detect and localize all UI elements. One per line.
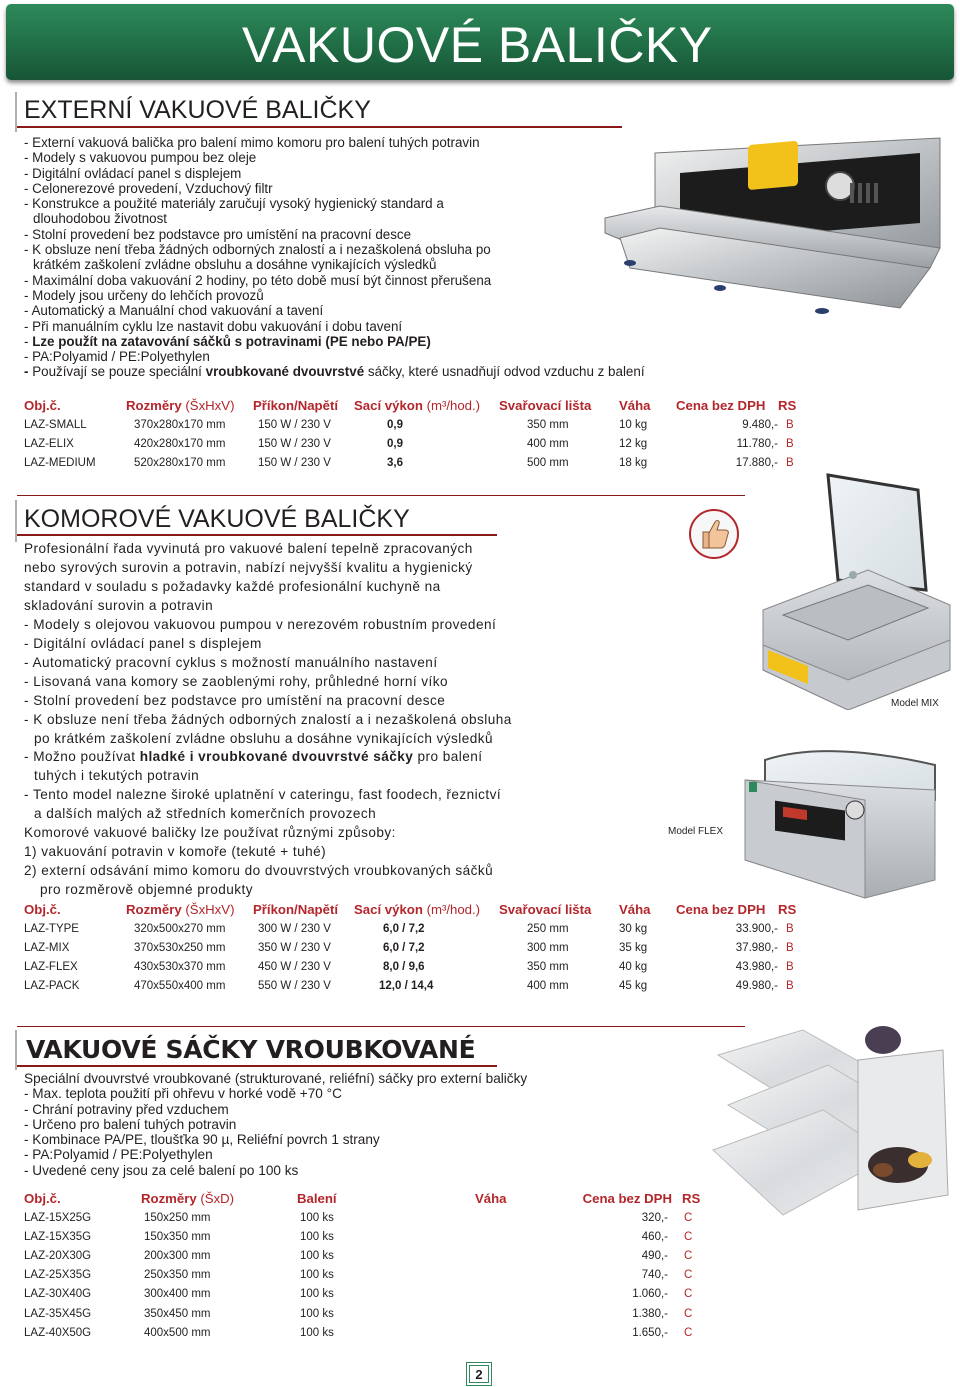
bags-spec-table xyxy=(24,1188,701,1342)
cell-suction: 8,0 / 9,6 xyxy=(383,960,425,973)
cell-pack: 100 ks xyxy=(300,1326,334,1339)
external-section-title: EXTERNÍ VAKUOVÉ BALIČKY xyxy=(24,96,371,124)
cell-bar: 400 mm xyxy=(527,980,569,993)
section-divider xyxy=(15,1030,17,1070)
col-header-dims: Rozměry (ŠxHxV) xyxy=(126,397,235,413)
list-item: - PA:Polyamid / PE:Polyethylen xyxy=(24,1147,213,1163)
cell-price: 9.480,- xyxy=(742,418,778,431)
list-item: - Lisovaná vana komory se zaoblenými rohy, průhledné horní víko xyxy=(24,673,449,689)
cell-price: 11.780,- xyxy=(736,437,778,450)
cell-dims: 400x500 mm xyxy=(144,1326,211,1339)
cell-price: 1.650,- xyxy=(632,1326,668,1339)
cell-price: 43.980,- xyxy=(735,960,778,973)
cell-rs: C xyxy=(684,1211,693,1224)
cell-rs: B xyxy=(786,437,794,450)
table-row xyxy=(24,1266,694,1285)
table-row xyxy=(24,1285,694,1304)
list-item: - Externí vakuová balička pro balení mimo komoru pro balení tuhých potravin xyxy=(24,135,480,150)
cell-weight xyxy=(475,1285,555,1304)
cell-code: LAZ-MEDIUM xyxy=(24,456,96,469)
cell-weight: 10 kg xyxy=(619,418,648,431)
thumbs-up-icon xyxy=(688,508,740,560)
cell-code: LAZ-35X45G xyxy=(24,1307,92,1320)
cell-pack: 100 ks xyxy=(300,1211,334,1224)
list-item: tuhých i tekutých potravin xyxy=(34,768,200,784)
cell-dims: 300x400 mm xyxy=(144,1288,211,1301)
cell-code: LAZ-40X50G xyxy=(24,1326,92,1339)
list-item: - Modely jsou určeny do lehčích provozů xyxy=(24,287,264,303)
cell-pack: 100 ks xyxy=(300,1307,334,1320)
table-row xyxy=(24,1304,694,1323)
list-item: - Používají se pouze speciální vroubkované dvouvrstvé sáčky, které usnadňují odvod vzduchu z balení xyxy=(24,364,645,380)
cell-dims: 470x550x400 mm xyxy=(134,980,226,993)
list-item: skladování surovin a potravin xyxy=(24,597,214,613)
cell-code: LAZ-ELIX xyxy=(24,437,74,450)
table-header-row xyxy=(24,899,804,919)
list-item: 2) externí odsávání mimo komoru do dvouvrstvých vroubkovaných sáčků xyxy=(24,863,494,879)
cell-price: 460,- xyxy=(641,1230,668,1243)
col-header-suction: Sací výkon (m³/hod.) xyxy=(354,397,481,413)
col-header-price: Cena bez DPH xyxy=(676,397,766,413)
list-item: a dalších malých až středních komerčních provozech xyxy=(34,806,377,822)
cell-rs: C xyxy=(684,1288,693,1301)
cell-rs: C xyxy=(684,1230,693,1243)
list-item: - Uvedené ceny jsou za celé balení po 100 ks xyxy=(24,1162,299,1178)
cell-power: 450 W / 230 V xyxy=(258,960,331,973)
list-item: - Kombinace PA/PE, tloušťka 90 µ, Reliéfní povrch 1 strany xyxy=(24,1132,380,1148)
chamber-mix-image xyxy=(758,470,954,710)
cell-dims: 430x530x370 mm xyxy=(134,960,226,973)
list-item: standard v souladu s požadavky každé profesionální kuchyně na xyxy=(24,578,441,594)
list-item: nebo syrových surovin a potravin, nabízí nejvyšší kvalitu a hygienický xyxy=(24,559,473,575)
cell-rs: B xyxy=(786,418,794,431)
cell-weight xyxy=(475,1208,555,1227)
cell-dims: 370x280x170 mm xyxy=(134,418,226,431)
cell-code: LAZ-MIX xyxy=(24,941,70,954)
banner-title: VAKUOVÉ BALIČKY xyxy=(242,17,713,73)
table-row xyxy=(24,1323,694,1342)
cell-suction: 0,9 xyxy=(387,418,403,431)
cell-bar: 500 mm xyxy=(527,456,569,469)
cell-code: LAZ-SMALL xyxy=(24,418,87,431)
cell-bar: 250 mm xyxy=(527,922,569,935)
list-item: - K obsluze není třeba žádných odborných znalostí a i nezaškolená obsluha po xyxy=(24,242,491,258)
cell-dims: 200x300 mm xyxy=(144,1249,211,1262)
cell-weight xyxy=(475,1266,555,1285)
cell-code: LAZ-30X40G xyxy=(24,1288,92,1301)
external-vacuum-sealer-image xyxy=(600,128,950,318)
col-header-dims: Rozměry (ŠxHxV) xyxy=(126,901,235,917)
cell-pack: 100 ks xyxy=(300,1249,334,1262)
cell-rs: B xyxy=(786,960,794,973)
list-item: - Automatický pracovní cyklus s možností manuálního nastavení xyxy=(24,654,438,670)
col-header-code: Obj.č. xyxy=(24,1190,61,1206)
col-header-power: Příkon/Napětí xyxy=(253,397,339,413)
cell-price: 37.980,- xyxy=(735,941,778,954)
list-item: - PA:Polyamid / PE:Polyethylen xyxy=(24,349,210,365)
cell-weight xyxy=(475,1304,555,1323)
chamber-flex-image xyxy=(735,740,945,900)
cell-price: 740,- xyxy=(641,1269,668,1282)
col-header-price: Cena bez DPH xyxy=(582,1190,672,1206)
list-item: - Možno používat hladké i vroubkované dvouvrstvé sáčky pro balení xyxy=(24,749,483,765)
chamber-feature-list xyxy=(24,540,512,900)
list-item: dlouhodobou životnost xyxy=(33,211,168,227)
cell-power: 300 W / 230 V xyxy=(258,922,331,935)
col-header-pack: Balení xyxy=(297,1190,337,1206)
cell-bar: 400 mm xyxy=(527,437,569,450)
cell-power: 150 W / 230 V xyxy=(258,418,331,431)
cell-code: LAZ-TYPE xyxy=(24,922,79,935)
col-header-code: Obj.č. xyxy=(24,397,61,413)
section-rule xyxy=(17,495,745,496)
cell-power: 350 W / 230 V xyxy=(258,941,331,954)
table-row xyxy=(24,453,804,472)
cell-dims: 250x350 mm xyxy=(144,1269,211,1282)
cell-dims: 320x500x270 mm xyxy=(134,922,226,935)
list-item: - Modely s olejovou vakuovou pumpou v nerezovém robustním provedení xyxy=(24,616,497,632)
cell-dims: 520x280x170 mm xyxy=(134,456,226,469)
col-header-power: Příkon/Napětí xyxy=(253,901,339,917)
table-row xyxy=(24,938,804,957)
list-item: Komorové vakuové baličky lze používat různými způsoby: xyxy=(24,825,396,841)
cell-rs: C xyxy=(684,1249,693,1262)
cell-weight: 12 kg xyxy=(619,437,648,450)
list-item: - Modely s vakuovou pumpou bez oleje xyxy=(24,150,257,166)
cell-weight xyxy=(475,1227,555,1246)
list-item: po krátkém zaškolení zvládne obsluhu a dosáhne vynikajících výsledků xyxy=(34,730,494,746)
list-item: - Při manuálním cyklu lze nastavit dobu vakuování i dobu tavení xyxy=(24,318,403,334)
col-header-dims: Rozměry (ŠxD) xyxy=(141,1190,235,1206)
list-item: Speciální dvouvrstvé vroubkované (strukturované, reliéfní) sáčky pro externí baličky xyxy=(24,1071,528,1086)
list-item: - Určeno pro balení tuhých potravin xyxy=(24,1116,237,1132)
list-item: - Celonerezové provedení, Vzduchový filtr xyxy=(24,180,273,196)
cell-rs: C xyxy=(684,1269,693,1282)
cell-rs: C xyxy=(684,1326,693,1339)
list-item: - Tento model nalezne široké uplatnění v cateringu, fast foodech, řeznictví xyxy=(24,787,502,803)
col-header-rs: RS xyxy=(778,901,797,917)
list-item: - Maximální doba vakuování 2 hodiny, po této době musí být činnost přerušena xyxy=(24,272,492,288)
col-header-suction: Sací výkon (m³/hod.) xyxy=(354,901,481,917)
page-number: 2 xyxy=(466,1362,492,1386)
cell-pack: 100 ks xyxy=(300,1269,334,1282)
cell-code: LAZ-15X25G xyxy=(24,1211,92,1224)
list-item: - Digitální ovládací panel s displejem xyxy=(24,635,262,651)
cell-price: 490,- xyxy=(641,1249,668,1262)
cell-power: 150 W / 230 V xyxy=(258,456,331,469)
table-row xyxy=(24,1227,694,1246)
cell-price: 320,- xyxy=(641,1211,668,1224)
cell-suction: 3,6 xyxy=(387,456,403,469)
cell-price: 17.880,- xyxy=(735,456,778,469)
cell-weight: 45 kg xyxy=(619,980,648,993)
cell-bar: 350 mm xyxy=(527,960,569,973)
external-feature-list xyxy=(24,135,645,380)
table-header-row xyxy=(24,395,804,415)
table-row xyxy=(24,957,804,976)
table-row xyxy=(24,1246,694,1265)
cell-weight xyxy=(475,1323,555,1342)
table-row xyxy=(24,977,804,996)
cell-price: 49.980,- xyxy=(735,980,778,993)
col-header-rs: RS xyxy=(682,1190,701,1206)
cell-rs: B xyxy=(786,922,794,935)
cell-dims: 350x450 mm xyxy=(144,1307,211,1320)
caption-flex: Model FLEX xyxy=(668,826,724,837)
external-spec-table xyxy=(24,395,804,473)
list-item: Profesionální řada vyvinutá pro vakuové balení tepelně zpracovaných xyxy=(24,541,473,556)
section-rule xyxy=(17,1065,497,1067)
cell-bar: 300 mm xyxy=(527,941,569,954)
cell-code: LAZ-15X35G xyxy=(24,1230,92,1243)
bags-feature-list xyxy=(24,1071,527,1178)
table-header-row xyxy=(24,1188,694,1208)
cell-rs: C xyxy=(684,1307,693,1320)
col-header-code: Obj.č. xyxy=(24,901,61,917)
table-row xyxy=(24,919,804,938)
cell-dims: 150x250 mm xyxy=(144,1211,211,1224)
section-rule xyxy=(17,126,622,128)
col-header-price: Cena bez DPH xyxy=(676,901,766,917)
list-item: pro rozměrově objemné produkty xyxy=(40,882,253,898)
table-row xyxy=(24,1208,694,1227)
col-header-bar: Svařovací lišta xyxy=(499,397,592,413)
col-header-weight: Váha xyxy=(619,901,651,917)
cell-price: 1.060,- xyxy=(632,1288,668,1301)
cell-pack: 100 ks xyxy=(300,1288,334,1301)
cell-power: 150 W / 230 V xyxy=(258,437,331,450)
cell-weight: 40 kg xyxy=(619,960,648,973)
cell-pack: 100 ks xyxy=(300,1230,334,1243)
chamber-section-title: KOMOROVÉ VAKUOVÉ BALIČKY xyxy=(24,505,410,533)
col-header-bar: Svařovací lišta xyxy=(499,901,592,917)
cell-code: LAZ-FLEX xyxy=(24,960,78,973)
col-header-rs: RS xyxy=(778,397,797,413)
list-item: - Stolní provedení bez podstavce pro umístění na pracovní desce xyxy=(24,226,412,242)
cell-rs: B xyxy=(786,980,794,993)
cell-price: 1.380,- xyxy=(632,1307,668,1320)
list-item: - Lze použít na zatavování sáčků s potravinami (PE nebo PA/PE) xyxy=(24,333,431,349)
cell-code: LAZ-25X35G xyxy=(24,1269,92,1282)
cell-suction: 0,9 xyxy=(387,437,403,450)
cell-dims: 420x280x170 mm xyxy=(134,437,226,450)
cell-weight: 18 kg xyxy=(619,456,648,469)
cell-suction: 6,0 / 7,2 xyxy=(383,922,425,935)
list-item: - Chrání potraviny před vzduchem xyxy=(24,1101,229,1117)
cell-rs: B xyxy=(786,941,794,954)
cell-weight xyxy=(475,1246,555,1265)
cell-dims: 150x350 mm xyxy=(144,1230,211,1243)
cell-weight: 30 kg xyxy=(619,922,648,935)
col-header-weight: Váha xyxy=(475,1190,507,1206)
chamber-spec-table xyxy=(24,899,804,996)
bags-section-title: VAKUOVÉ SÁČKY VROUBKOVANÉ xyxy=(26,1035,476,1064)
page-banner xyxy=(6,4,954,80)
list-item: krátkém zaškolení zvládne obsluhu a dosáhne vynikajících výsledků xyxy=(33,257,437,273)
cell-bar: 350 mm xyxy=(527,418,569,431)
cell-dims: 370x530x250 mm xyxy=(134,941,226,954)
section-rule xyxy=(17,534,497,536)
cell-code: LAZ-20X30G xyxy=(24,1249,92,1262)
vacuum-bags-image xyxy=(708,1020,953,1225)
cell-power: 550 W / 230 V xyxy=(258,980,331,993)
list-item: - K obsluze není třeba žádných odborných znalostí a i nezaškolená obsluha xyxy=(24,711,512,727)
list-item: - Digitální ovládací panel s displejem xyxy=(24,165,242,181)
section-rule xyxy=(17,1026,745,1027)
table-row xyxy=(24,434,804,453)
cell-code: LAZ-PACK xyxy=(24,980,80,993)
list-item: - Stolní provedení bez podstavce pro umístění na pracovní desce xyxy=(24,692,446,708)
list-item: - Max. teplota použití při ohřevu v horké vodě +70 °C xyxy=(24,1086,342,1102)
cell-price: 33.900,- xyxy=(735,922,778,935)
cell-weight: 35 kg xyxy=(619,941,648,954)
list-item: - Automatický a Manuální chod vakuování a tavení xyxy=(24,303,324,319)
table-row xyxy=(24,415,804,434)
caption-mix: Model MIX xyxy=(891,698,939,709)
col-header-weight: Váha xyxy=(619,397,651,413)
cell-suction: 6,0 / 7,2 xyxy=(383,941,425,954)
cell-suction: 12,0 / 14,4 xyxy=(379,980,434,993)
list-item: 1) vakuování potravin v komoře (tekuté + tuhé) xyxy=(24,844,327,860)
cell-rs: B xyxy=(786,456,794,469)
list-item: - Konstrukce a použité materiály zaručují vysoký hygienický standard a xyxy=(24,196,444,212)
